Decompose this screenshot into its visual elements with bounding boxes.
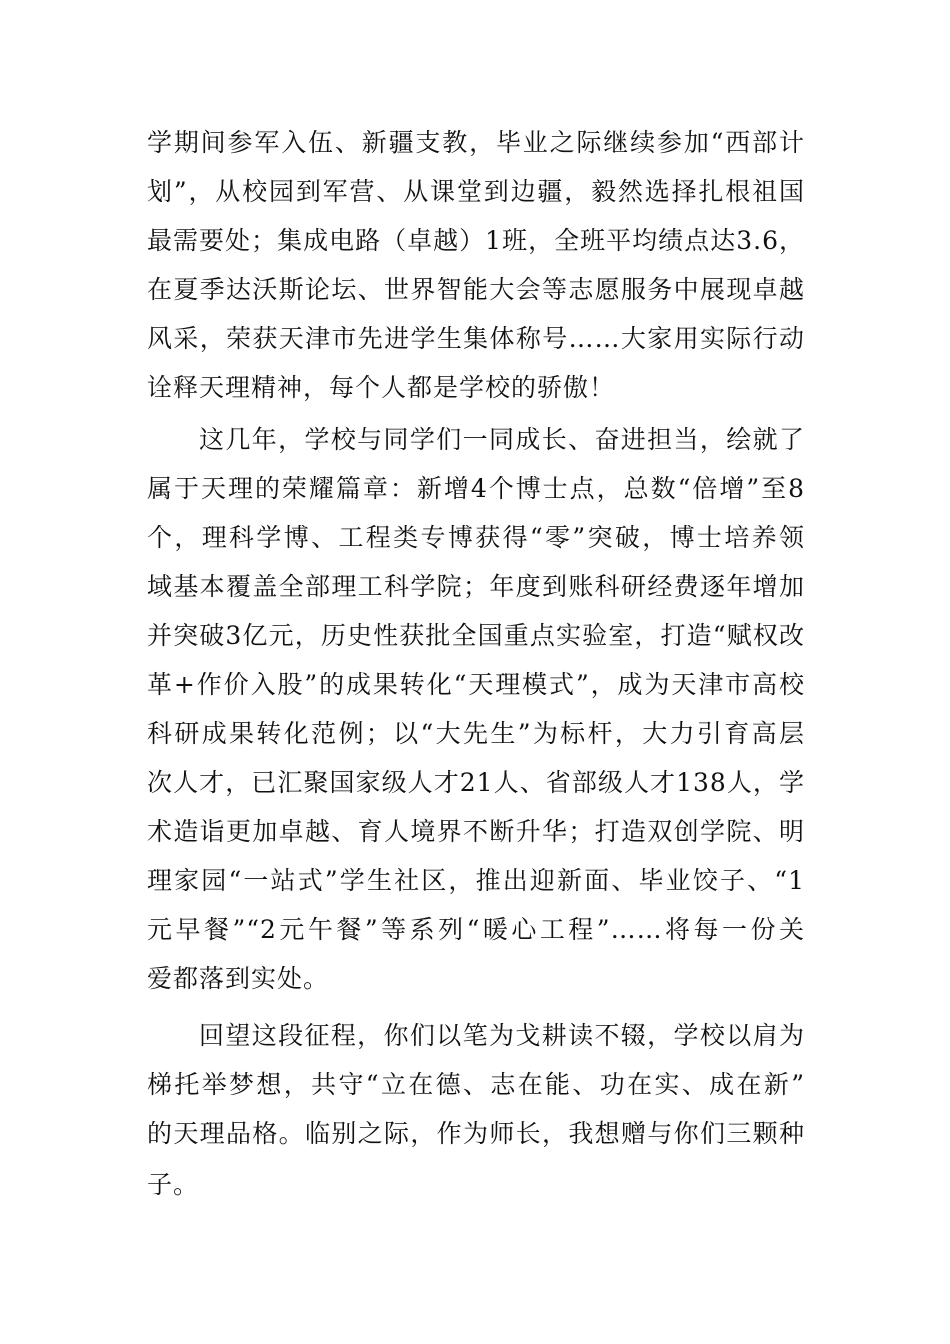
text-line: 次人才，已汇聚国家级人才21人、省部级人才138人，学 <box>147 768 805 797</box>
text-line: 梯托举梦想，共守“立在德、志在能、功在实、成在新” <box>147 1070 805 1099</box>
text-line: 最需要处；集成电路（卓越）1班，全班平均绩点达3.6， <box>147 226 805 255</box>
text-line: 元早餐”“2元午餐”等系列“暖心工程”……将每一份关 <box>147 915 805 944</box>
text-line: 这几年，学校与同学们一同成长、奋进担当，绘就了 <box>199 425 805 454</box>
text-line: 学期间参军入伍、新疆支教，毕业之际继续参加“西部计 <box>147 128 805 157</box>
text-line: 爱都落到实处。 <box>147 964 330 993</box>
text-line: 理家园“一站式”学生社区，推出迎新面、毕业饺子、“1 <box>147 866 805 895</box>
text-line: 并突破3亿元，历史性获批全国重点实验室，打造“赋权改 <box>147 621 805 650</box>
text-line: 科研成果转化范例；以“大先生”为标杆，大力引育高层 <box>147 719 805 748</box>
text-line: 在夏季达沃斯论坛、世界智能大会等志愿服务中展现卓越 <box>147 275 805 304</box>
text-line: 划”，从校园到军营、从课堂到边疆，毅然选择扎根祖国 <box>147 177 805 206</box>
text-line: 革+作价入股”的成果转化“天理模式”，成为天津市高校 <box>147 670 805 699</box>
text-line: 回望这段征程，你们以笔为戈耕读不辍，学校以肩为 <box>199 1021 805 1050</box>
text-line: 属于天理的荣耀篇章：新增4个博士点，总数“倍增”至8 <box>147 474 805 503</box>
text-line: 子。 <box>147 1170 200 1199</box>
text-line: 诠释天理精神，每个人都是学校的骄傲！ <box>147 373 616 402</box>
text-line: 域基本覆盖全部理工科学院；年度到账科研经费逐年增加 <box>147 572 805 601</box>
text-line: 的天理品格。临别之际，作为师长，我想赠与你们三颗种 <box>147 1119 805 1148</box>
text-line: 术造诣更加卓越、育人境界不断升华；打造双创学院、明 <box>147 817 805 846</box>
text-line: 风采，荣获天津市先进学生集体称号……大家用实际行动 <box>147 324 805 353</box>
text-line: 个，理科学博、工程类专博获得“零”突破，博士培养领 <box>147 523 805 552</box>
